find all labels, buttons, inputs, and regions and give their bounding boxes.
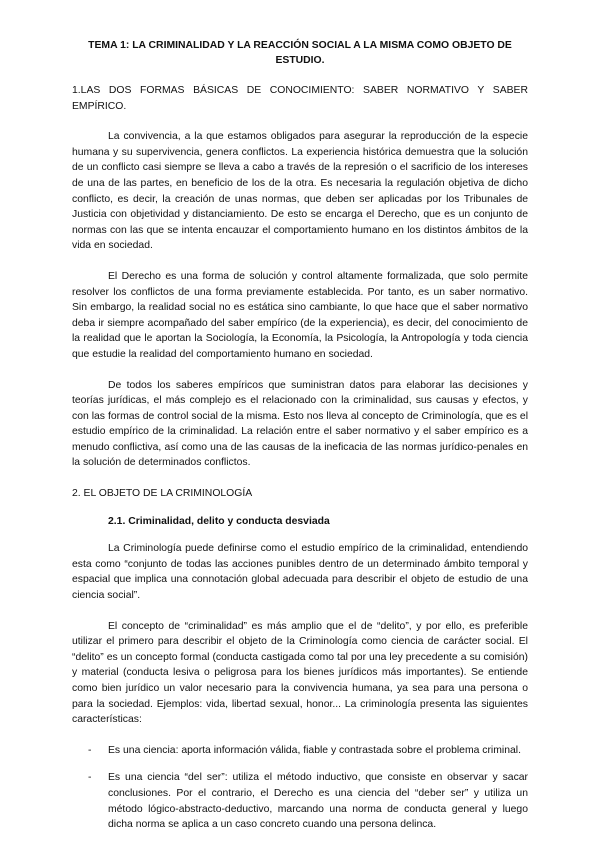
list-item [72,743,528,759]
section-2-heading: 2. EL OBJETO DE LA CRIMINOLOGÍA [72,488,253,500]
document-page [72,38,528,845]
list-item-text: Es una ciencia: aporta información válida, fiable y contrastada sobre el problema criminal. [108,744,521,756]
list-item-text: Es una ciencia “del ser”: utiliza el método inductivo, que consiste en observar y sacar conclusiones. Por el contrario, el Derecho es una ciencia del “deber ser” y utiliza un método lógico-abstracto-deductivo, marcando una norma de conducta general y luego dicha norma se aplica a un caso concreto cuando una persona delinca. [108,772,528,831]
paragraph: El concepto de “criminalidad” es más amplio que el de “delito”, y por ello, es preferible utilizar el primero para describir el objeto de la Criminología como ciencia de carácter social. El “delito” es un concepto formal (conducta castigada como tal por una ley precedente a su comisión) y material (conducta lesiva o peligrosa para los bienes jurídicos más importantes). Se entiende como bien jurídico un valor necesario para la convivencia humana, ya sea para una persona o para la sociedad. Ejemplos: vida, libertad sexual, honor... La criminología presenta las siguientes características: [72,620,528,726]
paragraph: De todos los saberes empíricos que suministran datos para elaborar las decisiones y teorías jurídicas, el más complejo es el relacionado con la criminalidad, sus causas y efectos, y con las formas de control social de la misma. Esto nos lleva al concepto de Criminología, que es el estudio empírico de la criminalidad. La relación entre el saber normativo y el saber empírico es a menudo conflictiva, así como una de las causas de la ineficacia de las normas jurídico-penales en la solución de determinados conflictos. [72,379,528,469]
subsection-2-1-heading: 2.1. Criminalidad, delito y conducta desviada [108,515,330,527]
bullet-marker: - [88,772,92,784]
paragraph: La Criminología puede definirse como el estudio empírico de la criminalidad, entendiendo esta como “conjunto de todas las acciones punibles dentro de un determinado ámbito temporal y espacial que implica una connotación global adecuada para describir el objeto de estudio de una ciencia social”. [72,543,528,602]
bullet-marker: - [88,744,92,756]
section-1-heading: 1.LAS DOS FORMAS BÁSICAS DE CONOCIMIENTO: SABER NORMATIVO Y SABER EMPÍRICO. [72,85,528,112]
paragraph: La convivencia, a la que estamos obligados para asegurar la reproducción de la especie humana y su supervivencia, genera conflictos. La experiencia histórica demuestra que la solución de un conflicto casi siempre se lleva a cabo a través de la represión o el sacrificio de los intereses de una de las partes, en beneficio de los de la otra. Es necesaria la regulación objetiva de dicho conflicto, es decir, la creación de unas normas, que deben ser aplicadas por los Tribunales de Justicia con objetividad y distanciamiento. De esto se encarga el Derecho, que es un conjunto de normas con las que se intenta encauzar el comportamiento humano en los distintos ámbitos de la vida en sociedad. [72,131,528,252]
list-item [72,770,528,832]
paragraph: El Derecho es una forma de solución y control altamente formalizada, que solo permite resolver los conflictos de una forma previamente establecida. Por tanto, es un saber normativo. Sin embargo, la realidad social no es estática sino cambiante, lo que hace que el saber normativo deba ir siempre acompañado del saber empírico (de la experiencia), es decir, del conocimiento de la realidad que le aportan la Sociología, la Economía, la Psicología, la Antropología y toda ciencia que estudie la realidad del comportamiento humano en sociedad. [72,270,528,360]
characteristics-list [72,743,528,833]
document-title: TEMA 1: LA CRIMINALIDAD Y LA REACCIÓN SOCIAL A LA MISMA COMO OBJETO DE ESTUDIO. [88,40,512,66]
